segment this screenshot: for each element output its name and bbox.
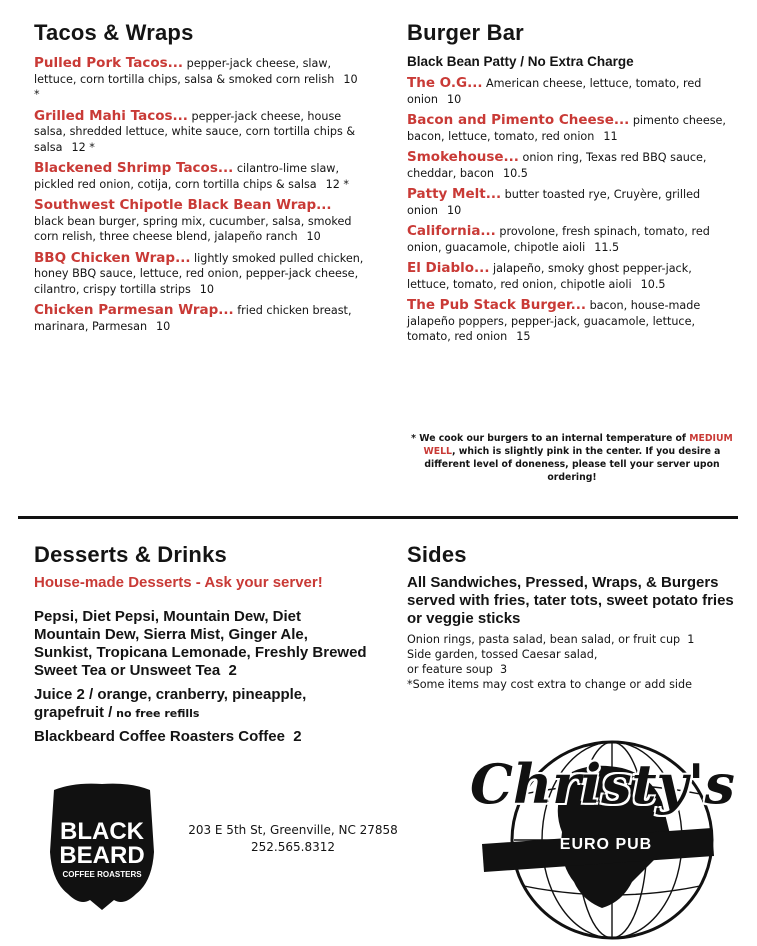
burgers-item-price: 15 bbox=[516, 330, 531, 343]
desserts-subtitle: House-made Desserts - Ask your server! bbox=[34, 574, 323, 591]
burgers-item-name: Patty Melt... bbox=[407, 186, 502, 202]
juice-text bbox=[34, 686, 369, 722]
burgers-item-price: 10.5 bbox=[502, 166, 528, 180]
burgers-item bbox=[407, 113, 737, 144]
tacos-item bbox=[34, 56, 364, 103]
burger-temperature-note bbox=[407, 432, 737, 484]
tacos-item-description: fried chicken breast, marinara, Parmesan bbox=[34, 304, 352, 333]
tacos-item-name: Pulled Pork Tacos... bbox=[34, 55, 184, 71]
burgers-item-name: California... bbox=[407, 223, 496, 239]
juice-note: no free refills bbox=[112, 707, 200, 720]
tacos-item-description: pepper-jack cheese, house salsa, shredded lettuce, white sauce, corn tortilla chips & salsa bbox=[34, 109, 356, 154]
tacos-item-price: 10 bbox=[306, 230, 321, 243]
burgers-item-description: jalapeño, smoky ghost pepper-jack, lettuce, tomato, red onion, chipotle aioli bbox=[407, 262, 692, 291]
sides-intro: All Sandwiches, Pressed, Wraps, & Burgers served with fries, tater tots, sweet potato fries or veggie sticks bbox=[407, 574, 734, 627]
sides-line-2: Side garden, tossed Caesar salad, bbox=[407, 648, 598, 661]
burgers-item bbox=[407, 187, 737, 218]
tacos-item-description: cilantro-lime slaw, pickled red onion, cotija, corn tortilla chips & salsa bbox=[34, 162, 340, 191]
sides-line-3-price: 3 bbox=[499, 663, 508, 676]
burgers-item-description: pimento cheese, bacon, lettuce, tomato, red onion bbox=[407, 114, 726, 143]
burger-title: Burger Bar bbox=[407, 20, 524, 45]
burgers-item-description: provolone, fresh spinach, tomato, red onion, guacamole, chipotle aioli bbox=[407, 225, 710, 254]
phone: 252.565.8312 bbox=[251, 840, 335, 854]
sodas-text bbox=[34, 608, 369, 680]
note-text-b: , which is slightly pink in the center. If you desire a different level of doneness, please tell your server upon ordering! bbox=[424, 446, 721, 483]
blackbeard-word-3: COFFEE ROASTERS bbox=[62, 870, 142, 879]
burgers-item bbox=[407, 224, 737, 255]
tacos-item bbox=[34, 251, 364, 298]
desserts-section bbox=[34, 542, 369, 746]
tacos-item bbox=[34, 198, 364, 245]
burgers-item-price: 11.5 bbox=[594, 240, 620, 254]
tacos-item-price: 12 * bbox=[71, 140, 95, 154]
sides-line-4: *Some items may cost extra to change or add side bbox=[407, 678, 692, 691]
address-block bbox=[168, 822, 418, 856]
burgers-item-name: The O.G... bbox=[407, 75, 483, 91]
address: 203 E 5th St, Greenville, NC 27858 bbox=[188, 823, 398, 837]
juice-list: Juice 2 / orange, cranberry, pineapple, grapefruit / bbox=[34, 686, 307, 721]
tacos-item-name: Grilled Mahi Tacos... bbox=[34, 107, 188, 124]
sides-line-3-text: or feature soup bbox=[407, 663, 493, 676]
tacos-item-description: pepper-jack cheese, slaw, lettuce, corn tortilla chips, salsa & smoked corn relish bbox=[34, 57, 335, 86]
tacos-list bbox=[34, 56, 364, 334]
burger-list bbox=[407, 76, 737, 345]
tacos-item bbox=[34, 109, 364, 156]
tacos-item-description: lightly smoked pulled chicken, honey BBQ sauce, lettuce, red onion, pepper-jack cheese, cilantro, crispy tortilla strips bbox=[34, 251, 364, 296]
burgers-item-name: Smokehouse... bbox=[407, 149, 519, 165]
burgers-item-name: The Pub Stack Burger... bbox=[407, 297, 587, 313]
burgers-item bbox=[407, 76, 737, 107]
tacos-item-price: 10 bbox=[199, 282, 215, 296]
blackbeard-word-1: BLACK bbox=[60, 818, 144, 845]
sides-section bbox=[407, 542, 737, 692]
burgers-item-description: onion ring, Texas red BBQ sauce, cheddar, bacon bbox=[407, 151, 707, 180]
blackbeard-logo bbox=[44, 782, 160, 910]
sodas-price: 2 bbox=[228, 662, 237, 679]
burgers-item-description: American cheese, lettuce, tomato, red onion bbox=[407, 77, 702, 106]
tacos-section bbox=[34, 20, 364, 340]
burgers-item bbox=[407, 150, 737, 181]
tacos-item bbox=[34, 161, 364, 192]
tacos-item-name: Blackened Shrimp Tacos... bbox=[34, 160, 234, 176]
tacos-item-price: 10 bbox=[156, 319, 171, 333]
pub-sub: EURO PUB bbox=[559, 836, 653, 853]
burgers-item-price: 10 bbox=[446, 92, 462, 106]
burgers-item-name: Bacon and Pimento Cheese... bbox=[407, 112, 630, 128]
sides-line-1-price: 1 bbox=[687, 633, 695, 646]
sides-line-3 bbox=[407, 662, 737, 677]
coffee-text bbox=[34, 728, 369, 746]
sodas-list: Pepsi, Diet Pepsi, Mountain Dew, Diet Mountain Dew, Sierra Mist, Ginger Ale, Sunkist, Tropicana Lemonade, Freshly Brewed Sweet Tea or Unsweet Tea bbox=[34, 608, 367, 679]
note-medium-well: MEDIUM WELL bbox=[423, 433, 733, 457]
tacos-item-name: Southwest Chipotle Black Bean Wrap... bbox=[34, 197, 332, 213]
blackbeard-word-2: BEARD bbox=[59, 842, 145, 869]
tacos-item-price: 10 * bbox=[34, 72, 358, 101]
burgers-item-name: El Diablo... bbox=[407, 260, 490, 276]
burger-subtitle: Black Bean Patty / No Extra Charge bbox=[407, 54, 634, 69]
burgers-item-price: 10.5 bbox=[640, 277, 666, 291]
pub-name: Christy's bbox=[470, 752, 735, 816]
tacos-item-name: Chicken Parmesan Wrap... bbox=[34, 302, 234, 318]
burgers-item-price: 11 bbox=[603, 129, 618, 143]
burgers-item bbox=[407, 298, 737, 345]
desserts-title: Desserts & Drinks bbox=[34, 542, 227, 567]
coffee-price: 2 bbox=[293, 728, 302, 745]
sides-line-1-text: Onion rings, pasta salad, bean salad, or fruit cup bbox=[407, 633, 681, 646]
section-divider bbox=[18, 516, 738, 519]
burgers-item bbox=[407, 261, 737, 292]
tacos-item-price: 12 * bbox=[325, 177, 350, 191]
burger-section bbox=[407, 20, 737, 351]
note-text-a: * We cook our burgers to an internal temperature of bbox=[411, 433, 690, 444]
christys-logo bbox=[462, 732, 735, 942]
tacos-item bbox=[34, 303, 364, 334]
tacos-title: Tacos & Wraps bbox=[34, 20, 194, 45]
tacos-item-name: BBQ Chicken Wrap... bbox=[34, 249, 191, 266]
sides-title: Sides bbox=[407, 542, 467, 567]
burgers-item-description: butter toasted rye, Cruyère, grilled onion bbox=[407, 188, 701, 217]
sides-line-1 bbox=[407, 632, 737, 647]
burgers-item-description: bacon, house-made jalapeño poppers, pepper-jack, guacamole, lettuce, tomato, red onion bbox=[407, 299, 701, 343]
burgers-item-price: 10 bbox=[446, 203, 462, 217]
tacos-item-description: black bean burger, spring mix, cucumber, salsa, smoked corn relish, three cheese blend, jalapeño ranch bbox=[34, 214, 352, 243]
coffee-name: Blackbeard Coffee Roasters Coffee bbox=[34, 728, 285, 745]
